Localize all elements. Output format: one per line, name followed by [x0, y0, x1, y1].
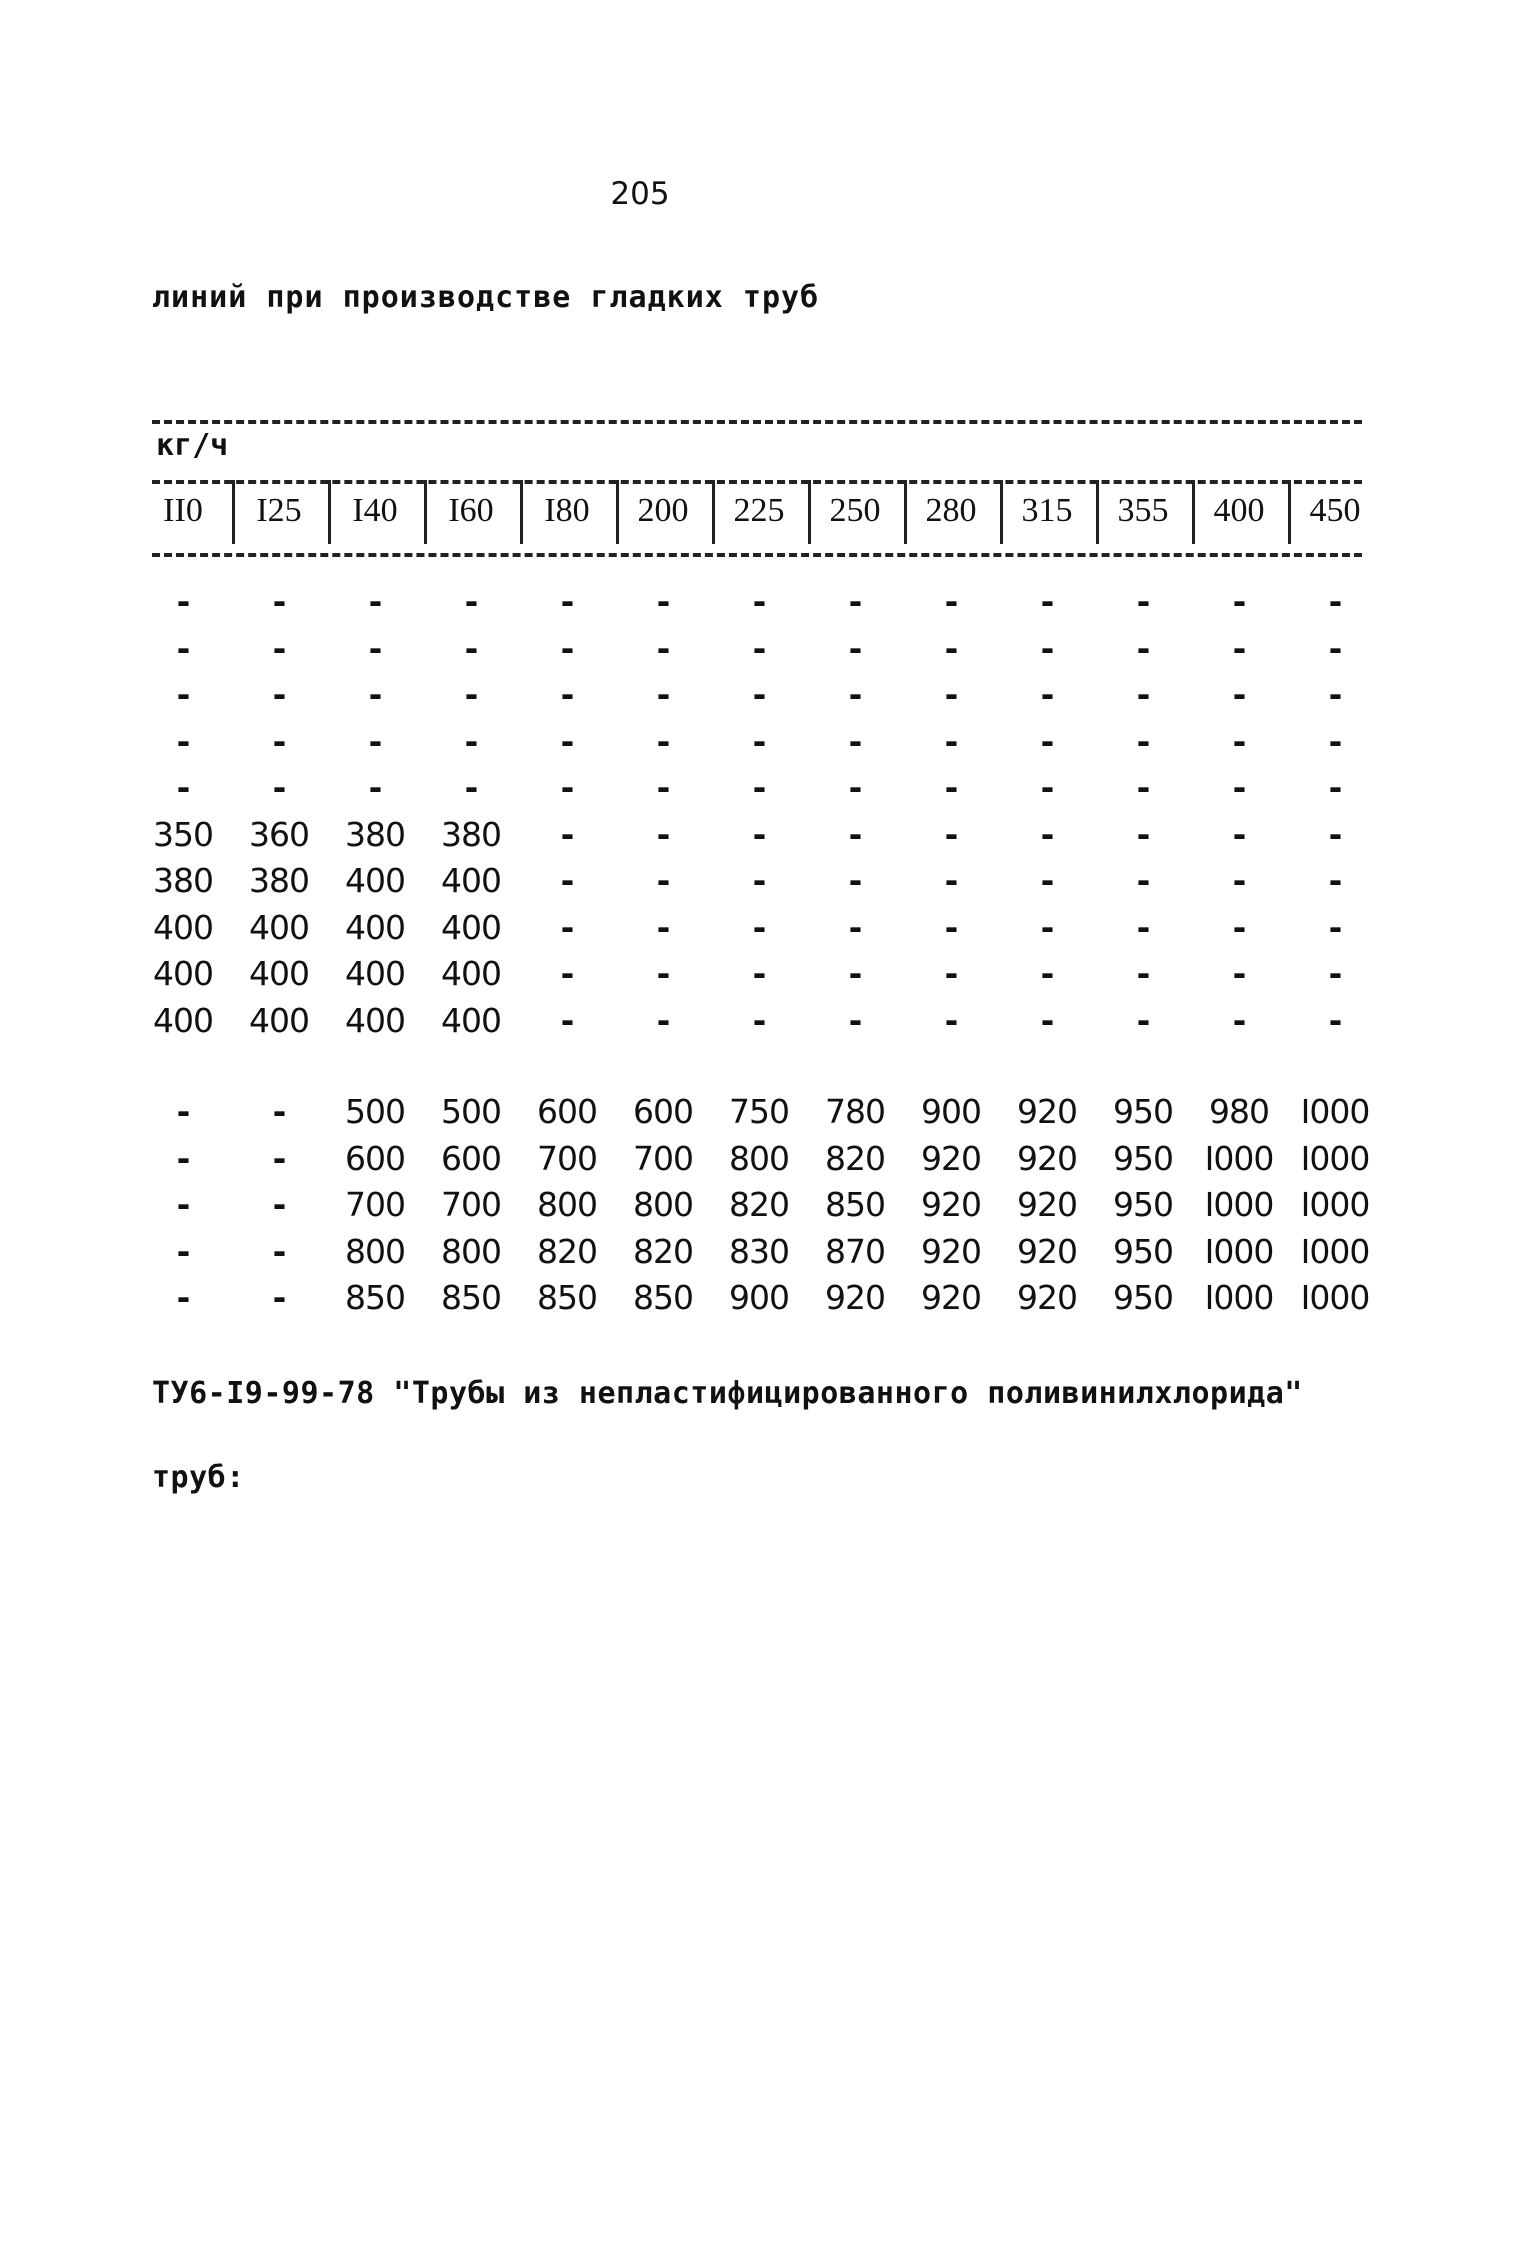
table-cell: I000: [1204, 1138, 1274, 1178]
column-separator: [520, 480, 523, 544]
table-cell: 400: [441, 1000, 501, 1040]
table-cell: 870: [825, 1231, 885, 1271]
column-separator: [328, 480, 331, 544]
column-separator: [712, 480, 715, 544]
table-row: [0, 768, 1536, 812]
table-row: [0, 908, 1536, 952]
table-cell: 400: [345, 1000, 405, 1040]
table-cell: 920: [921, 1138, 981, 1178]
table-cell: -: [1328, 721, 1342, 761]
table-cell: -: [944, 814, 958, 854]
column-separator: [1288, 480, 1291, 544]
column-header: 450: [1309, 492, 1361, 529]
table-cell: 920: [1017, 1278, 1077, 1317]
table-cell: -: [1040, 582, 1054, 621]
table-cell: -: [1136, 907, 1150, 947]
table-cell: 920: [825, 1278, 885, 1317]
table-cell: 850: [825, 1185, 885, 1224]
table-cell: -: [1136, 861, 1150, 900]
table-cell: 400: [153, 1000, 213, 1040]
table-cell: -: [560, 861, 574, 900]
table-cell: -: [176, 721, 190, 761]
table-cell: -: [752, 768, 766, 807]
table-row: [0, 1278, 1536, 1322]
column-header: 315: [1021, 492, 1073, 529]
unit-label: кг/ч: [156, 428, 229, 463]
table-cell: -: [1040, 675, 1054, 714]
table-cell: -: [1328, 907, 1342, 947]
column-separator: [1192, 480, 1195, 544]
table-cell: 700: [633, 1138, 693, 1178]
table-cell: -: [656, 861, 670, 900]
table-cell: -: [176, 1092, 190, 1131]
column-separator: [424, 480, 427, 544]
table-cell: -: [1136, 675, 1150, 714]
column-header: 250: [829, 492, 881, 529]
table-cell: -: [1136, 768, 1150, 807]
table-cell: -: [848, 1000, 862, 1040]
table-cell: 400: [249, 954, 309, 993]
table-cell: -: [944, 721, 958, 761]
column-separator: [232, 480, 235, 544]
table-cell: I000: [1300, 1138, 1370, 1178]
table-cell: -: [752, 1000, 766, 1040]
table-cell: I000: [1300, 1231, 1370, 1271]
table-heading: линий при производстве гладких труб: [152, 280, 820, 315]
column-header: I60: [448, 492, 494, 529]
table-cell: I000: [1204, 1231, 1274, 1271]
column-header: I25: [256, 492, 302, 529]
column-header: II0: [163, 492, 203, 529]
table-cell: 700: [441, 1185, 501, 1224]
table-cell: 600: [345, 1138, 405, 1178]
table-cell: I000: [1300, 1185, 1370, 1224]
table-cell: I000: [1204, 1278, 1274, 1317]
table-cell: 800: [345, 1231, 405, 1271]
table-cell: 800: [729, 1138, 789, 1178]
table-cell: 820: [537, 1231, 597, 1271]
table-cell: -: [656, 628, 670, 668]
table-cell: -: [656, 954, 670, 993]
table-cell: -: [1040, 628, 1054, 668]
table-cell: -: [656, 907, 670, 947]
table-cell: -: [656, 582, 670, 621]
table-cell: 820: [729, 1185, 789, 1224]
table-cell: 850: [633, 1278, 693, 1317]
table-cell: -: [1040, 954, 1054, 993]
table-cell: -: [272, 582, 286, 621]
table-cell: 400: [153, 907, 213, 947]
table-cell: 600: [441, 1138, 501, 1178]
table-cell: -: [464, 768, 478, 807]
table-cell: 380: [153, 861, 213, 900]
column-header: 355: [1117, 492, 1169, 529]
table-cell: 950: [1113, 1278, 1173, 1317]
column-separator: [808, 480, 811, 544]
table-cell: -: [1136, 628, 1150, 668]
table-cell: 980: [1209, 1092, 1269, 1131]
table-cell: 380: [345, 814, 405, 854]
table-cell: -: [1232, 954, 1246, 993]
table-row: [0, 1092, 1536, 1136]
table-cell: -: [464, 721, 478, 761]
table-cell: -: [1232, 768, 1246, 807]
table-cell: -: [272, 1185, 286, 1224]
table-cell: -: [848, 907, 862, 947]
table-row: [0, 1185, 1536, 1229]
table-cell: 380: [249, 861, 309, 900]
page-number: 205: [610, 176, 670, 212]
table-row: [0, 1232, 1536, 1276]
table-cell: -: [176, 675, 190, 714]
table-cell: -: [272, 768, 286, 807]
table-cell: -: [1232, 582, 1246, 621]
table-cell: -: [848, 954, 862, 993]
table-cell: 700: [345, 1185, 405, 1224]
table-cell: -: [944, 675, 958, 714]
table-cell: 360: [249, 814, 309, 854]
table-cell: -: [560, 628, 574, 668]
column-header: 225: [733, 492, 785, 529]
table-cell: 800: [441, 1231, 501, 1271]
table-cell: -: [176, 1185, 190, 1224]
table-cell: -: [752, 861, 766, 900]
table-cell: -: [1040, 861, 1054, 900]
table-cell: -: [272, 628, 286, 668]
header-bottom-rule: [152, 553, 1362, 557]
table-cell: -: [1328, 768, 1342, 807]
table-cell: 780: [825, 1092, 885, 1131]
table-cell: 350: [153, 814, 213, 854]
table-row: [0, 675, 1536, 719]
table-cell: -: [1328, 582, 1342, 621]
table-cell: 920: [921, 1231, 981, 1271]
table-cell: 400: [345, 954, 405, 993]
table-cell: -: [1328, 628, 1342, 668]
table-cell: -: [848, 582, 862, 621]
table-cell: -: [848, 675, 862, 714]
table-row: [0, 815, 1536, 859]
table-cell: 900: [921, 1092, 981, 1131]
table-cell: 600: [537, 1092, 597, 1131]
table-cell: 920: [1017, 1231, 1077, 1271]
table-cell: -: [944, 768, 958, 807]
column-header: 200: [637, 492, 689, 529]
table-cell: -: [272, 675, 286, 714]
table-cell: -: [176, 768, 190, 807]
table-cell: -: [848, 628, 862, 668]
table-cell: -: [1328, 861, 1342, 900]
table-cell: -: [1136, 1000, 1150, 1040]
header-top-rule: [152, 480, 1362, 484]
column-header: I80: [544, 492, 590, 529]
table-cell: 400: [441, 954, 501, 993]
table-row: [0, 722, 1536, 766]
table-cell: 400: [441, 907, 501, 947]
table-cell: -: [560, 582, 574, 621]
table-cell: -: [656, 675, 670, 714]
table-cell: -: [368, 582, 382, 621]
table-cell: 830: [729, 1231, 789, 1271]
table-cell: -: [752, 582, 766, 621]
table-cell: -: [272, 1278, 286, 1317]
table-cell: -: [464, 582, 478, 621]
table-cell: -: [272, 1138, 286, 1178]
column-separator: [616, 480, 619, 544]
table-cell: -: [176, 582, 190, 621]
table-cell: 850: [441, 1278, 501, 1317]
table-cell: -: [176, 1231, 190, 1271]
table-cell: -: [368, 721, 382, 761]
table-cell: I000: [1204, 1185, 1274, 1224]
table-cell: -: [560, 1000, 574, 1040]
table-cell: 950: [1113, 1231, 1173, 1271]
table-cell: -: [848, 861, 862, 900]
table-cell: 950: [1113, 1138, 1173, 1178]
table-cell: -: [1328, 675, 1342, 714]
table-row: [0, 629, 1536, 673]
table-row: [0, 1001, 1536, 1045]
table-cell: -: [848, 721, 862, 761]
table-cell: -: [368, 628, 382, 668]
table-cell: -: [656, 768, 670, 807]
table-cell: 900: [729, 1278, 789, 1317]
table-cell: -: [1136, 721, 1150, 761]
table-cell: 850: [537, 1278, 597, 1317]
table-cell: 700: [537, 1138, 597, 1178]
table-cell: -: [1328, 954, 1342, 993]
table-cell: 600: [633, 1092, 693, 1131]
table-cell: 400: [153, 954, 213, 993]
table-top-rule: [152, 420, 1362, 424]
column-separator: [1096, 480, 1099, 544]
table-cell: -: [848, 768, 862, 807]
table-cell: -: [368, 768, 382, 807]
table-cell: -: [944, 628, 958, 668]
table-cell: -: [1328, 814, 1342, 854]
table-cell: -: [752, 721, 766, 761]
table-cell: 400: [249, 1000, 309, 1040]
table-cell: -: [1136, 582, 1150, 621]
table-cell: -: [944, 861, 958, 900]
table-cell: -: [1040, 907, 1054, 947]
table-cell: -: [1328, 1000, 1342, 1040]
column-separator: [1000, 480, 1003, 544]
table-cell: -: [752, 907, 766, 947]
table-cell: -: [272, 1231, 286, 1271]
table-cell: 950: [1113, 1092, 1173, 1131]
table-cell: 380: [441, 814, 501, 854]
table-cell: -: [944, 582, 958, 621]
table-cell: -: [752, 954, 766, 993]
table-cell: -: [1040, 1000, 1054, 1040]
table-cell: -: [560, 675, 574, 714]
table-row: [0, 861, 1536, 905]
table-cell: 400: [345, 861, 405, 900]
table-cell: -: [560, 768, 574, 807]
table-cell: -: [656, 1000, 670, 1040]
column-header: I40: [352, 492, 398, 529]
table-cell: 920: [921, 1278, 981, 1317]
table-cell: -: [560, 907, 574, 947]
table-row: [0, 954, 1536, 998]
table-cell: 920: [1017, 1185, 1077, 1224]
table-cell: -: [272, 721, 286, 761]
table-cell: -: [176, 628, 190, 668]
table-cell: -: [1232, 721, 1246, 761]
table-cell: 400: [345, 907, 405, 947]
table-cell: -: [1040, 768, 1054, 807]
table-cell: -: [944, 907, 958, 947]
table-cell: 820: [633, 1231, 693, 1271]
table-cell: 950: [1113, 1185, 1173, 1224]
table-cell: -: [464, 675, 478, 714]
table-cell: -: [560, 954, 574, 993]
table-cell: 500: [441, 1092, 501, 1131]
table-cell: -: [1232, 907, 1246, 947]
table-cell: -: [752, 628, 766, 668]
table-cell: 850: [345, 1278, 405, 1317]
table-cell: -: [1232, 675, 1246, 714]
footer-reference: ТУ6-I9-99-78 "Трубы из непластифицированного поливинилхлорида": [152, 1376, 1303, 1411]
table-cell: 400: [249, 907, 309, 947]
table-cell: -: [1136, 814, 1150, 854]
table-cell: -: [1040, 814, 1054, 854]
table-cell: -: [752, 814, 766, 854]
table-cell: -: [176, 1138, 190, 1178]
table-cell: -: [1040, 721, 1054, 761]
column-separator: [904, 480, 907, 544]
footer-caption: труб:: [152, 1460, 245, 1495]
table-cell: I000: [1300, 1092, 1370, 1131]
table-cell: -: [464, 628, 478, 668]
column-header-row: [152, 492, 1372, 548]
table-cell: -: [368, 675, 382, 714]
table-cell: 750: [729, 1092, 789, 1131]
column-header: 400: [1213, 492, 1265, 529]
table-cell: -: [1136, 954, 1150, 993]
table-cell: I000: [1300, 1278, 1370, 1317]
table-cell: -: [272, 1092, 286, 1131]
table-cell: 800: [633, 1185, 693, 1224]
table-cell: 920: [1017, 1092, 1077, 1131]
table-cell: -: [656, 814, 670, 854]
table-cell: -: [848, 814, 862, 854]
table-cell: 400: [441, 861, 501, 900]
table-cell: -: [1232, 628, 1246, 668]
table-cell: -: [752, 675, 766, 714]
table-cell: -: [1232, 814, 1246, 854]
column-header: 280: [925, 492, 977, 529]
table-cell: -: [560, 721, 574, 761]
table-cell: -: [656, 721, 670, 761]
table-row: [0, 582, 1536, 626]
table-cell: 920: [1017, 1138, 1077, 1178]
table-cell: 920: [921, 1185, 981, 1224]
table-cell: 800: [537, 1185, 597, 1224]
table-cell: -: [176, 1278, 190, 1317]
table-cell: 820: [825, 1138, 885, 1178]
table-cell: 500: [345, 1092, 405, 1131]
table-cell: -: [1232, 861, 1246, 900]
table-cell: -: [944, 1000, 958, 1040]
table-cell: -: [1232, 1000, 1246, 1040]
table-cell: -: [560, 814, 574, 854]
table-row: [0, 1139, 1536, 1183]
table-cell: -: [944, 954, 958, 993]
